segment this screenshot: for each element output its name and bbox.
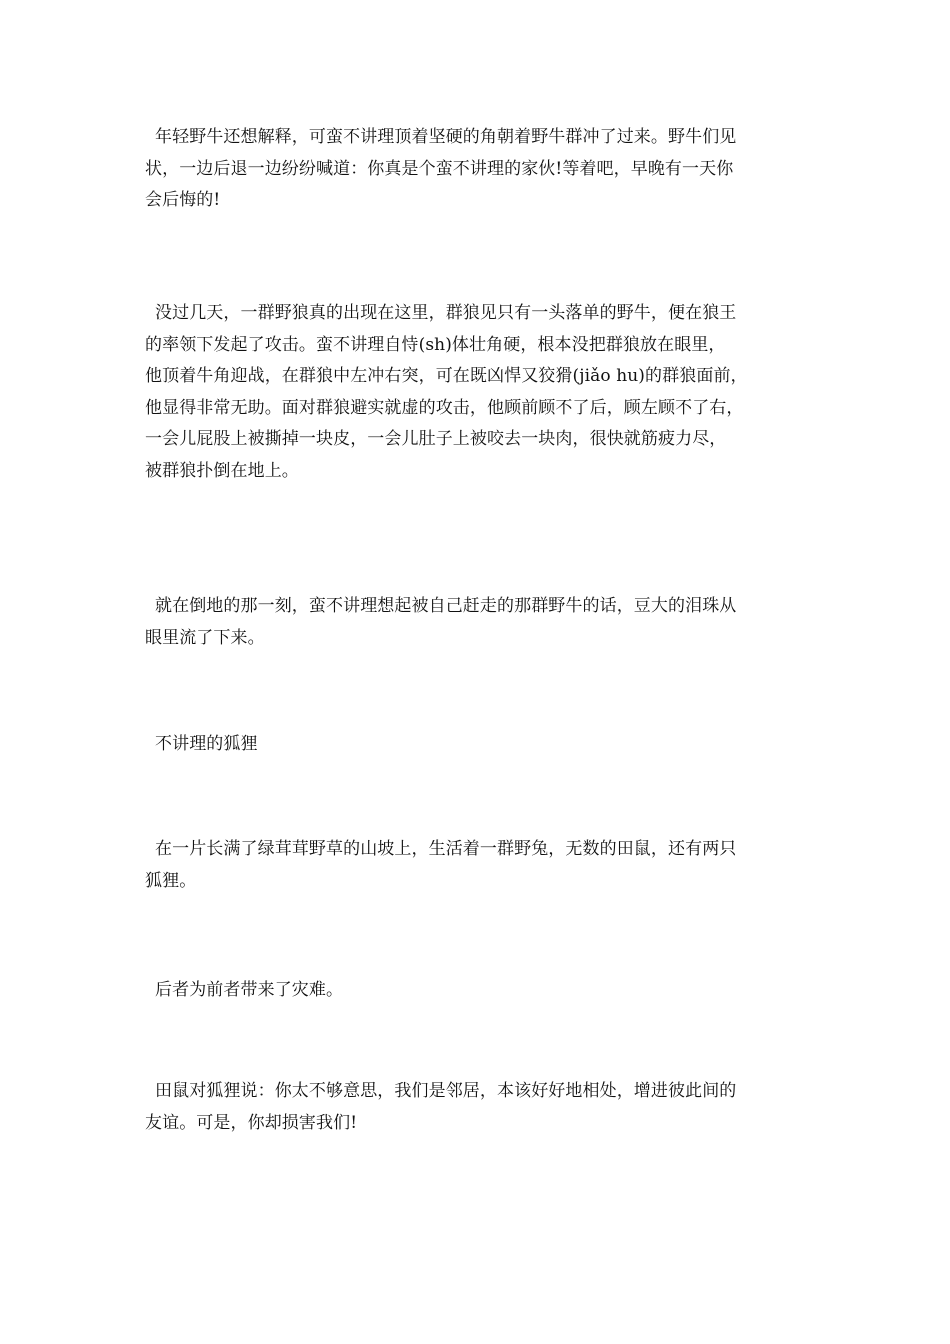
paragraph-disaster <box>145 975 815 1007</box>
text-line: 后者为前者带来了灾难。 <box>155 980 344 1000</box>
text-line: 眼里流了下来。 <box>145 627 265 648</box>
text-line: 的率领下发起了攻击。蛮不讲理自恃(sh)体壮角硬，根本没把群狼放在眼里， <box>145 334 726 355</box>
paragraph-field-mouse <box>145 1076 815 1139</box>
text-line: 年轻野牛还想解释，可蛮不讲理顶着坚硬的角朝着野牛群冲了过来。野牛们见 <box>155 127 737 147</box>
text-line: 狐狸。 <box>145 870 197 891</box>
paragraph-hillside <box>145 834 815 897</box>
text-line: 他显得非常无助。面对群狼避实就虚的攻击，他顾前顾不了后，顾左顾不了右， <box>145 397 744 418</box>
text-line: 一会儿屁股上被撕掉一块皮，一会儿肚子上被咬去一块肉，很快就筋疲力尽， <box>145 429 727 449</box>
text-line: 状，一边后退一边纷纷喊道：你真是个蛮不讲理的家伙!等着吧，早晚有一天你 <box>145 158 734 179</box>
text-line: 友谊。可是，你却损害我们! <box>145 1112 358 1133</box>
paragraph-wolves-attack <box>145 298 815 487</box>
text-line: 被群狼扑倒在地上。 <box>145 460 299 481</box>
text-line: 田鼠对狐狸说：你太不够意思，我们是邻居，本该好好地相处，增进彼此间的 <box>155 1081 737 1101</box>
text-line: 会后悔的! <box>145 190 221 210</box>
paragraph-tears <box>145 591 815 654</box>
text-line: 没过几天，一群野狼真的出现在这里，群狼见只有一头落单的野牛，便在狼王 <box>155 303 737 323</box>
text-line: 就在倒地的那一刻，蛮不讲理想起被自己赶走的那群野牛的话，豆大的泪珠从 <box>155 596 737 616</box>
text-line: 他顶着牛角迎战，在群狼中左冲右突，可在既凶悍又狡猾(jiǎo hu)的群狼面前， <box>145 366 748 386</box>
section-title-fox <box>145 729 815 761</box>
text-line: 不讲理的狐狸 <box>155 734 258 754</box>
paragraph-young-buffalo <box>145 122 815 217</box>
text-line: 在一片长满了绿茸茸野草的山坡上，生活着一群野兔，无数的田鼠，还有两只 <box>155 839 737 859</box>
